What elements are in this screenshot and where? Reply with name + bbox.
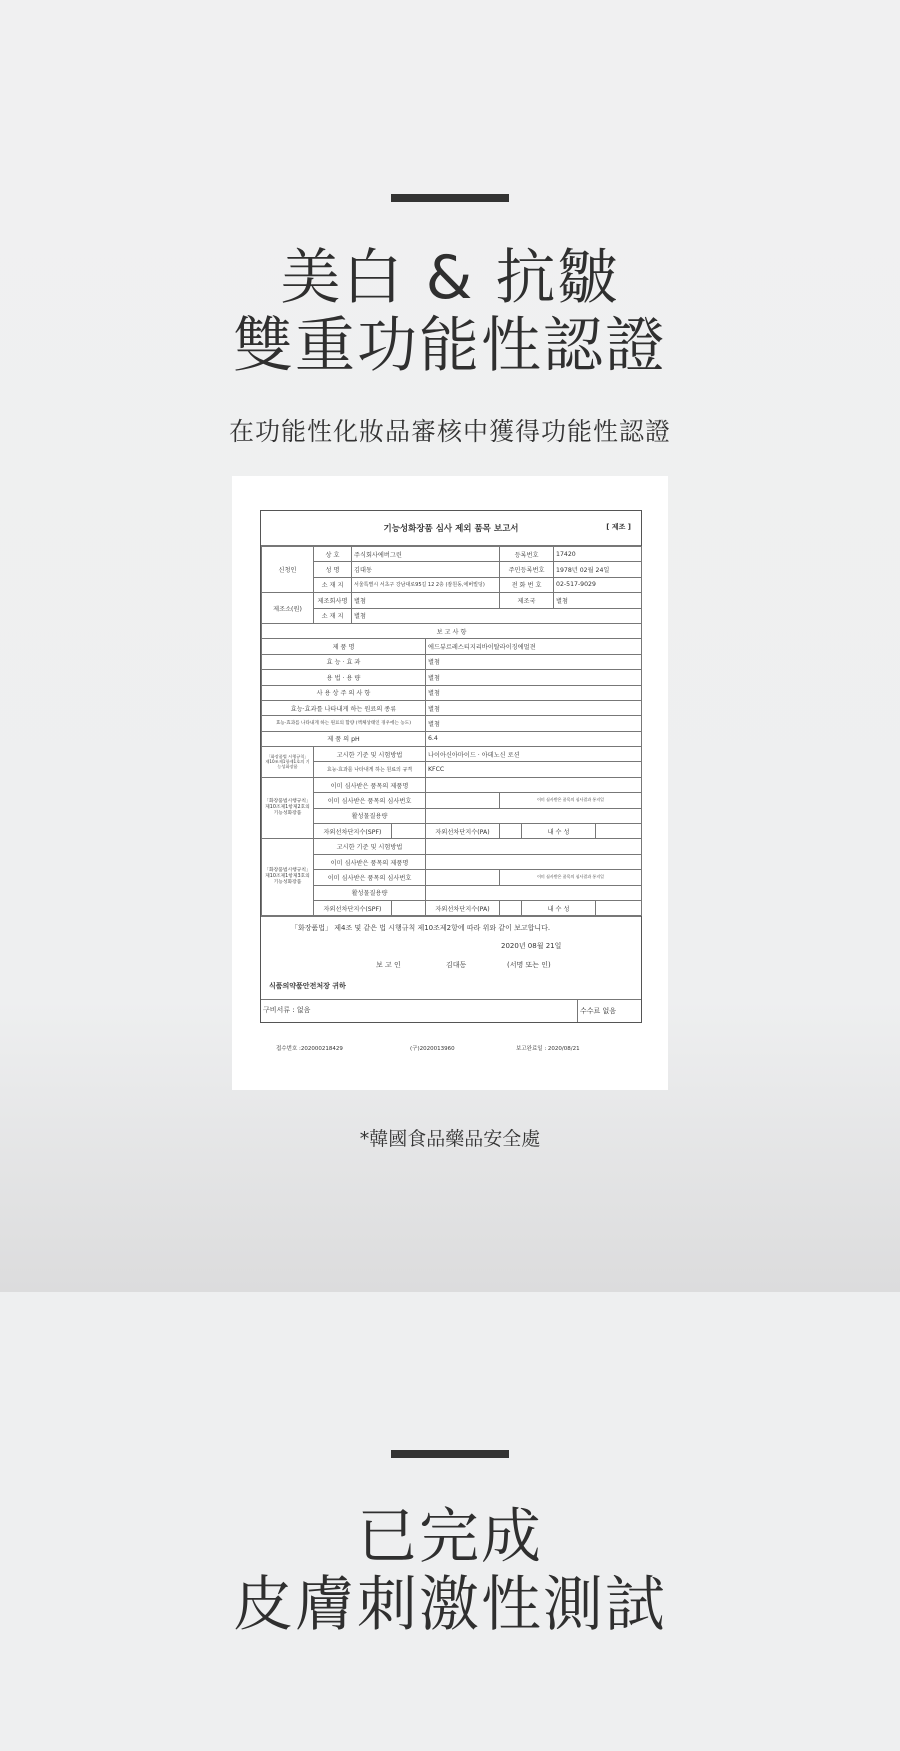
cell-value xyxy=(426,854,642,869)
cell-value xyxy=(596,900,642,915)
cell-label: 효능·효과를 나타내게 하는 원료의 종류 xyxy=(262,700,426,715)
cell-label: 이미 심사받은 품목의 제품명 xyxy=(314,854,426,869)
cell-label: 자외선차단지수(SPF) xyxy=(314,900,392,915)
headline-line1: 已完成 xyxy=(357,1502,543,1572)
cell-label: 제 품 의 pH xyxy=(262,731,426,746)
cell-label: 주민등록번호 xyxy=(500,562,554,577)
cell-label: 제조국 xyxy=(500,593,554,608)
cell-label: 내 수 성 xyxy=(522,824,596,839)
cell-value xyxy=(596,824,642,839)
cell-value: 02-517-9029 xyxy=(554,577,642,592)
source-caption: *韓國食品藥品安全處 xyxy=(359,1128,541,1150)
cell-value xyxy=(392,824,426,839)
cell-value: 1978년 02월 24일 xyxy=(554,562,642,577)
cell-value xyxy=(426,777,642,792)
cell-value: KFCC xyxy=(426,762,642,777)
cell-label: 자외선차단지수(PA) xyxy=(426,900,500,915)
cell-value: 별첨 xyxy=(426,654,642,669)
cell-value xyxy=(426,808,642,823)
documents-note: 구비서류 : 없음 xyxy=(263,1006,311,1015)
report-form xyxy=(260,510,642,1023)
form-footer xyxy=(261,916,641,999)
cell-label: 사 용 상 주 의 사 항 xyxy=(262,685,426,700)
cell-label: 내 수 성 xyxy=(522,900,596,915)
file-number: (구)2020013960 xyxy=(410,1046,455,1052)
cell-label: 효능·효과를 나타내게 하는 원료의 규격 xyxy=(314,762,426,777)
headline-line2: 皮膚刺激性測試 xyxy=(233,1570,667,1640)
cell-value: 별첨 xyxy=(352,608,642,623)
cell-label: 효능·효과를 나타내게 하는 원료의 함량 (액체상태인 경우에는 농도) xyxy=(262,716,426,731)
cell-value: 별첨 xyxy=(426,716,642,731)
cell-label: 이미 심사받은 품목의 심사결과 통지일 xyxy=(500,793,642,808)
cell-value: 17420 xyxy=(554,547,642,562)
cell-value xyxy=(426,870,500,885)
cell-value: 나이아신아마이드 · 아데노신 로션 xyxy=(426,747,642,762)
cell-label: 용 법 · 용 량 xyxy=(262,670,426,685)
cell-value: 6.4 xyxy=(426,731,642,746)
certificate-document xyxy=(232,476,668,1090)
cell-label: 제조회사명 xyxy=(314,593,352,608)
cell-label: 자외선차단지수(SPF) xyxy=(314,824,392,839)
cell-value: 서울특별시 서초구 강남대로95길 12 2층 (잠원동,에버빌딩) xyxy=(352,577,500,592)
cell-value: 별첨 xyxy=(426,685,642,700)
cell-value: 별첨 xyxy=(352,593,500,608)
completion-date: 보고완료일 : 2020/08/21 xyxy=(516,1046,580,1052)
form-title: 기능성화장품 심사 제외 품목 보고서 xyxy=(383,524,519,534)
subtitle: 在功能性化妝品審核中獲得功能性認證 xyxy=(228,417,671,446)
cell-value: 별첨 xyxy=(426,670,642,685)
report-header: 보 고 사 항 xyxy=(262,623,642,638)
cell-label: 상 호 xyxy=(314,547,352,562)
cell-value: 에드뷰르레스티지리바이탈라이징에멀젼 xyxy=(426,639,642,654)
cell-value: 주식회사에버그린 xyxy=(352,547,500,562)
form-table xyxy=(261,546,642,916)
cell-label: 등록번호 xyxy=(500,547,554,562)
cell-value: 별첨 xyxy=(554,593,642,608)
cell-value xyxy=(500,824,522,839)
cell-value: 별첨 xyxy=(426,700,642,715)
reporter-label: 보 고 인 xyxy=(376,961,401,970)
cell-label: 고시한 기준 및 시험방법 xyxy=(314,839,426,854)
cell-label: 소 재 지 xyxy=(314,577,352,592)
cell-label: 성 명 xyxy=(314,562,352,577)
cell-value xyxy=(392,900,426,915)
cell-value: 김대동 xyxy=(352,562,500,577)
receipt-number: 접수번호 :202000218429 xyxy=(276,1046,343,1052)
cell-value xyxy=(426,839,642,854)
rule-label: 「화장품법시행규칙」 제10조제1항제3호의기능성화장품 xyxy=(262,839,314,916)
applicant-label: 신청인 xyxy=(262,547,314,593)
headline-line1: 美白 & 抗皺 xyxy=(280,243,620,313)
cell-label: 이미 심사받은 품목의 심사번호 xyxy=(314,870,426,885)
declaration-text: 「화장품법」 제4조 및 같은 법 시행규칙 제10조제2항에 따라 위와 같이 보고합니다. xyxy=(291,924,551,933)
recipient: 식품의약품안전처장 귀하 xyxy=(269,982,346,991)
cell-value xyxy=(500,900,522,915)
form-tail xyxy=(261,999,641,1022)
cell-label: 효 능 · 효 과 xyxy=(262,654,426,669)
reporter-name: 김대동 xyxy=(446,961,467,970)
divider-bar xyxy=(391,1450,509,1458)
divider-bar xyxy=(391,194,509,202)
cell-value xyxy=(426,885,642,900)
cell-label: 이미 심사받은 품목의 심사번호 xyxy=(314,793,426,808)
rule-label: 「화장품법 시행규칙」 제10조제1항제1호의 기능성화장품 xyxy=(262,747,314,778)
fee-note: 수수료 없음 xyxy=(577,1000,616,1022)
cell-value xyxy=(426,793,500,808)
cell-label: 소 재 지 xyxy=(314,608,352,623)
form-header xyxy=(261,511,641,546)
rule-label: 「화장품법시행규칙」 제10조제1항제2호의기능성화장품 xyxy=(262,777,314,839)
report-date: 2020년 08월 21일 xyxy=(501,942,562,951)
cell-label: 이미 심사받은 품목의 제품명 xyxy=(314,777,426,792)
headline-line2: 雙重功能性認證 xyxy=(233,311,667,381)
cell-label: 활성물질용량 xyxy=(314,885,426,900)
cell-label: 이미 심사받은 품목의 심사결과 통지일 xyxy=(500,870,642,885)
cell-label: 전 화 번 호 xyxy=(500,577,554,592)
cell-label: 고시한 기준 및 시험방법 xyxy=(314,747,426,762)
signature-note: (서명 또는 인) xyxy=(507,961,551,970)
cell-label: 제 품 명 xyxy=(262,639,426,654)
manufacturer-label: 제조소(원) xyxy=(262,593,314,624)
cell-label: 자외선차단지수(PA) xyxy=(426,824,500,839)
form-note: [ 제조 ] xyxy=(606,523,631,531)
irritation-test-section xyxy=(0,1292,900,1751)
cell-label: 활성물질용량 xyxy=(314,808,426,823)
